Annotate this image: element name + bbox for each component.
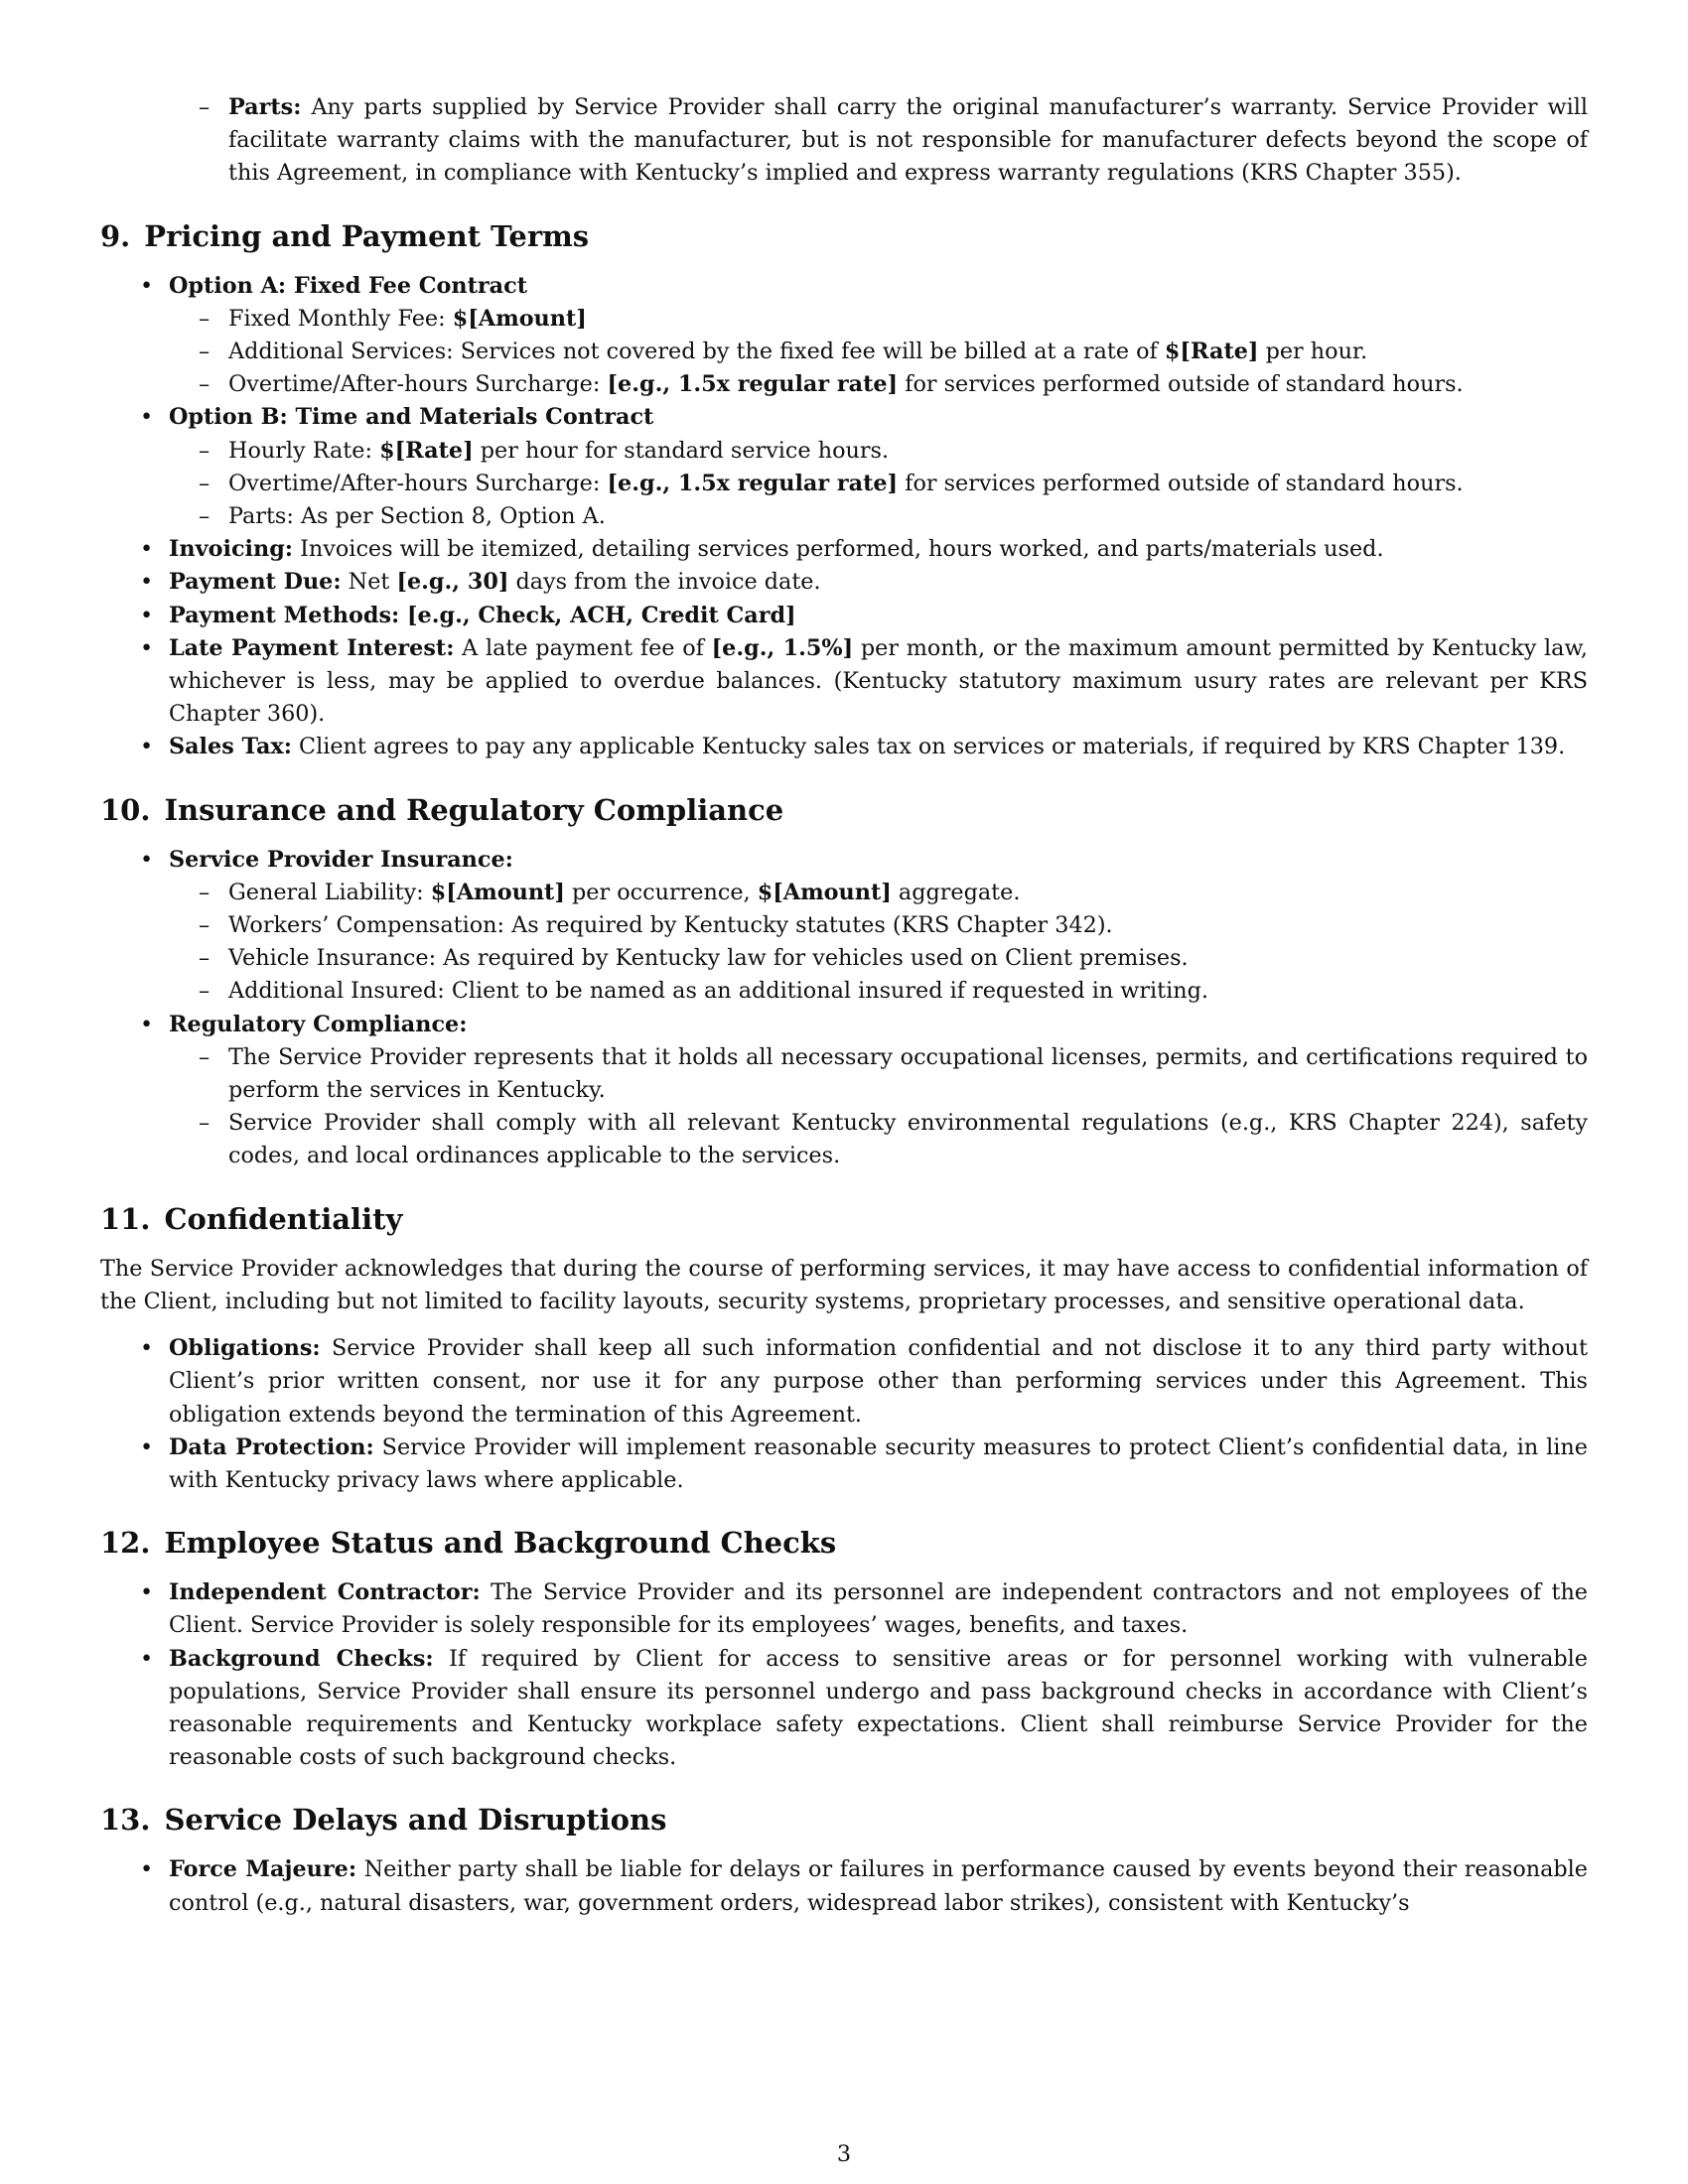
option-a-item [100,270,1588,402]
section-10-number: 10. [100,792,151,827]
general-liability [169,877,1588,909]
payment-methods-label: Payment Methods: [169,602,400,628]
option-b-overtime [169,468,1588,500]
regulatory-item [100,1009,1588,1173]
regulatory-licenses: – The Service Provider represents that it holds all necessary occupational licenses, permits, and certifications required to perform the services in Kentucky. [169,1041,1588,1107]
option-a-label: Option A: Fixed Fee Contract [169,272,527,299]
section-12-title: Employee Status and Background Checks [164,1526,837,1561]
intro-list [100,91,1588,191]
payment-due-prefix: Net [341,569,397,596]
payment-due-item [100,566,1588,599]
section-10-list [100,844,1588,1173]
section-11-list [100,1332,1588,1497]
section-9-number: 9. [100,218,131,253]
obligations-item [100,1332,1588,1432]
option-a-overtime-suffix: for services performed outside of standard hours. [898,371,1464,398]
sales-tax-label: Sales Tax: [169,734,292,760]
additional-insured: – Additional Insured: Client to be named as an additional insured if requested in writing. [169,975,1588,1008]
payment-methods-value: [e.g., Check, ACH, Credit Card] [399,602,796,628]
parts-label: Parts: [228,94,302,120]
fixed-monthly-fee [169,303,1588,336]
force-majeure-text: Neither party shall be liable for delays or failures in performance caused by events beyond their reasonable control (e.g., natural disasters, war, government orders, widespread labor strikes), consistent with Kentucky’s [169,1856,1588,1916]
section-10-heading [100,790,1588,830]
vehicle-insurance: – Vehicle Insurance: As required by Kentucky law for vehicles used on Client premises. [169,942,1588,975]
section-13-title: Service Delays and Disruptions [164,1803,667,1838]
section-13-number: 13. [100,1803,151,1838]
obligations-text: Service Provider shall keep all such information confidential and not disclose it to any third party without Client’s prior written consent, nor use it for any purpose other than performing services under this Agreement. This obligation extends beyond the termination of this Agreement. [169,1335,1588,1428]
option-a-overtime [169,368,1588,401]
option-a-overtime-value: [e.g., 1.5x regular rate] [607,371,899,398]
hourly-rate [169,435,1588,468]
payment-methods-item [100,600,1588,632]
independent-contractor-text: The Service Provider and its personnel are independent contractors and not employees of the Client. Service Provider is solely responsible for its employees’ wages, benefits, and taxes. [169,1579,1588,1639]
background-checks-text: If required by Client for access to sensitive areas or for personnel working with vulnerable populations, Service Provider shall ensure its personnel undergo and pass background checks in accordance with Client’s reasonable requirements and Kentucky workplace safety expectations. Client shall reimburse Service Provider for the reasonable costs of such background checks. [169,1645,1588,1771]
fixed-fee-text: Fixed Monthly Fee: [228,305,453,332]
section-9-list [100,270,1588,764]
option-b-parts: – Parts: As per Section 8, Option A. [169,500,1588,533]
general-liability-suffix: aggregate. [891,879,1021,905]
workers-compensation: – Workers’ Compensation: As required by Kentucky statutes (KRS Chapter 342). [169,909,1588,942]
obligations-label: Obligations: [169,1335,321,1362]
confidentiality-intro: The Service Provider acknowledges that during the course of performing services, it may have access to confidential information of the Client, including but not limited to facility layouts, security systems, proprietary processes, and sensitive operational data. [100,1255,1588,1314]
additional-services-text: Additional Services: Services not covered by the fixed fee will be billed at a rate of [228,339,1165,365]
option-b-overtime-suffix: for services performed outside of standard hours. [898,470,1464,496]
option-b-label: Option B: Time and Materials Contract [169,404,654,431]
regulatory-sublist [169,1041,1588,1173]
section-12-number: 12. [100,1526,151,1561]
general-liability-mid: per occurrence, [564,879,758,905]
invoicing-text: Invoices will be itemized, detailing services performed, hours worked, and parts/materials used. [293,536,1384,563]
option-b-item [100,401,1588,533]
general-liability-text: General Liability: [228,879,431,905]
background-checks-item [100,1643,1588,1775]
section-11-number: 11. [100,1201,151,1236]
option-b-overtime-text: Overtime/After-hours Surcharge: [228,470,608,496]
section-13-list [100,1853,1588,1919]
late-payment-item [100,632,1588,732]
section-9-title: Pricing and Payment Terms [144,218,590,253]
sales-tax-item [100,731,1588,763]
section-10-title: Insurance and Regulatory Compliance [164,792,784,827]
fixed-fee-value: $[Amount] [452,305,587,332]
regulatory-environmental: – Service Provider shall comply with all relevant Kentucky environmental regulations (e.g., KRS Chapter 224), safety codes, and local ordinances applicable to the services. [169,1107,1588,1172]
parts-warranty-item [100,91,1588,191]
insurance-item [100,844,1588,1009]
invoicing-item [100,533,1588,566]
option-b-overtime-value: [e.g., 1.5x regular rate] [607,470,899,496]
section-12-list [100,1576,1588,1774]
payment-due-suffix: days from the invoice date. [508,569,821,596]
independent-contractor-item [100,1576,1588,1642]
late-payment-label: Late Payment Interest: [169,634,455,661]
section-13-heading [100,1800,1588,1840]
option-a-sublist [169,303,1588,402]
insurance-label: Service Provider Insurance: [169,846,513,873]
additional-services-suffix: per hour. [1258,339,1368,365]
independent-contractor-label: Independent Contractor: [169,1579,481,1606]
page-number: 3 [836,2141,852,2167]
late-payment-value: [e.g., 1.5%] [711,634,854,661]
option-a-overtime-text: Overtime/After-hours Surcharge: [228,371,608,398]
invoicing-label: Invoicing: [169,536,294,563]
hourly-rate-value: $[Rate] [379,437,474,464]
section-12-heading [100,1523,1588,1563]
additional-services-rate: $[Rate] [1164,339,1259,365]
hourly-rate-suffix: per hour for standard service hours. [473,437,890,464]
data-protection-text: Service Provider will implement reasonable security measures to protect Client’s confidential data, in line with Kentucky privacy laws where applicable. [169,1433,1588,1493]
regulatory-label: Regulatory Compliance: [169,1011,468,1037]
additional-services [169,336,1588,368]
late-payment-prefix: A late payment fee of [454,634,712,661]
section-9-heading [100,216,1588,256]
section-11-heading [100,1199,1588,1239]
option-b-sublist [169,435,1588,534]
data-protection-item [100,1432,1588,1497]
section-11-title: Confidentiality [164,1201,403,1236]
payment-due-value: [e.g., 30] [396,569,509,596]
force-majeure-label: Force Majeure: [169,1856,357,1883]
general-liability-occurrence: $[Amount] [430,879,565,905]
document-page [100,91,1588,1920]
hourly-rate-text: Hourly Rate: [228,437,380,464]
sales-tax-text: Client agrees to pay any applicable Kentucky sales tax on services or materials, if required by KRS Chapter 139. [291,734,1566,760]
force-majeure-item [100,1853,1588,1919]
general-liability-aggregate: $[Amount] [757,879,892,905]
background-checks-label: Background Checks: [169,1645,434,1672]
insurance-sublist [169,877,1588,1009]
parts-text: Any parts supplied by Service Provider shall carry the original manufacturer’s warranty. Service Provider will facilitate warranty claims with the manufacturer, but is not responsible for manufacturer defects beyond the scope of this Agreement, in compliance with Kentucky’s implied and express warranty regulations (KRS Chapter 355). [228,94,1588,187]
late-payment-suffix: per month, or the maximum amount permitted by Kentucky law, whichever is less, may be applied to overdue balances. (Kentucky statutory maximum usury rates are relevant per KRS Chapter 360). [169,634,1588,728]
data-protection-label: Data Protection: [169,1433,374,1460]
payment-due-label: Payment Due: [169,569,342,596]
